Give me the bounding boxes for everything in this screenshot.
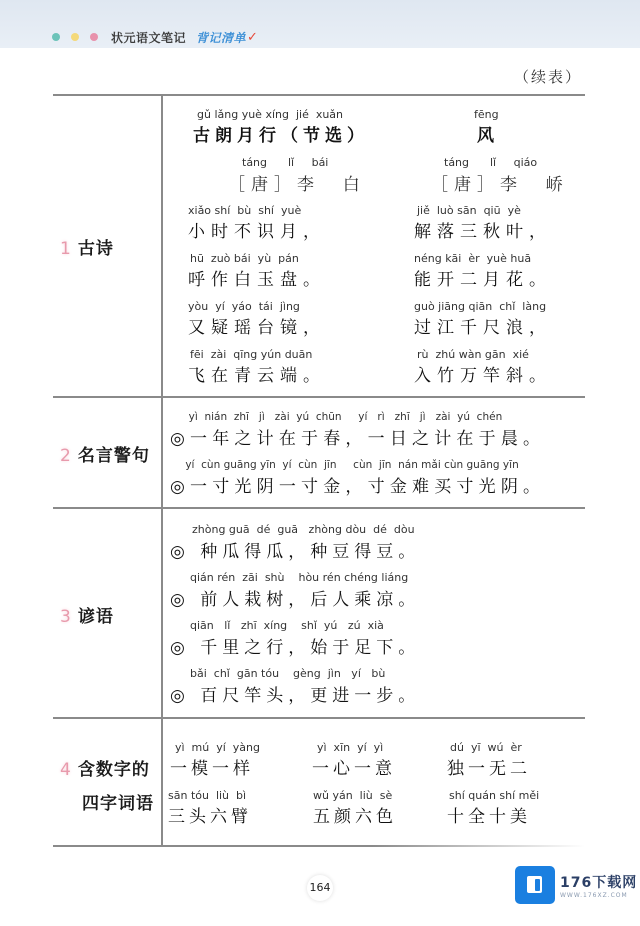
idiom-pinyin: shí quán shí měi [449, 789, 540, 802]
idiom-pinyin: yì mú yí yàng [175, 741, 261, 754]
poem-line: 能开二月花。 [414, 270, 552, 290]
section-number-idioms-label-line2: 四字词语 [82, 794, 154, 814]
poem-line: 过江千尺浪， [414, 318, 552, 338]
column-divider [161, 95, 163, 846]
poem-line: 入竹万竿斜。 [414, 366, 552, 386]
section-number-idioms-label: 4 含数字的 [60, 760, 150, 780]
watermark-url: WWW.176XZ.COM [560, 891, 628, 899]
poem-line-pinyin: yòu yí yáo tái jìng [188, 300, 300, 313]
proverb-pinyin: bǎi chǐ gān tóu gèng jìn yí bù [190, 667, 386, 680]
idiom-text: 三头六臂 [168, 807, 252, 827]
poem-title-pinyin: fēng [474, 108, 499, 121]
row-divider [53, 507, 585, 509]
idiom-text: 十全十美 [447, 807, 531, 827]
poem-line-pinyin: jiě luò sān qiū yè [417, 204, 521, 217]
poem-line: 解落三秋叶， [414, 222, 552, 242]
idiom-pinyin: wǔ yán liù sè [313, 789, 393, 802]
poem-line: 飞在青云端。 [188, 366, 326, 386]
quote-text: ◎一年之计在于春，一日之计在于晨。 [170, 429, 546, 449]
poem-line: 又疑瑶台镜， [188, 318, 326, 338]
poem-line-pinyin: guò jiāng qiān chǐ làng [414, 300, 547, 313]
idiom-text: 一心一意 [312, 759, 396, 779]
proverb-pinyin: qián rén zāi shù hòu rén chéng liáng [190, 571, 409, 584]
idiom-pinyin: dú yī wú èr [450, 741, 522, 754]
list-title: 背记清单 [196, 30, 247, 45]
poem-line-pinyin: xiǎo shí bù shí yuè [188, 204, 302, 217]
quote-pinyin: yì nián zhī jì zài yú chūn yí rì zhī jì zài yú chén [182, 411, 503, 423]
section-proverbs-label: 3 谚语 [60, 607, 114, 627]
check-mark-icon: ✓ [247, 29, 258, 45]
proverb-pinyin: qiān lǐ zhī xíng shǐ yú zú xià [190, 619, 384, 632]
table-top-border [53, 94, 585, 96]
poem-author: ［唐］李 白 [228, 175, 366, 195]
proverb-text: ◎ 种瓜得瓜，种豆得豆。 [170, 542, 421, 562]
quote-text: ◎一寸光阴一寸金，寸金难买寸光阴。 [170, 477, 546, 497]
section-ancient-poems-label: 1 古诗 [60, 239, 114, 259]
row-divider [53, 396, 585, 398]
poem-author-pinyin: táng lǐ bái [242, 156, 329, 169]
poem-line: 呼作白玉盘。 [188, 270, 326, 290]
idiom-text: 五颜六色 [313, 807, 397, 827]
proverb-text: ◎ 千里之行，始于足下。 [170, 638, 421, 658]
poem-title-pinyin: gǔ lǎng yuè xíng jié xuǎn [197, 108, 344, 121]
poem-title: 古朗月行（节选） [193, 126, 369, 146]
poem-line-pinyin: fēi zài qīng yún duān [190, 348, 313, 361]
proverb-pinyin: zhòng guā dé guā zhòng dòu dé dòu [192, 523, 415, 536]
row-divider [53, 717, 585, 719]
quote-pinyin: yí cùn guāng yīn yí cùn jīn cùn jīn nán mǎi cùn guāng yīn [182, 459, 519, 471]
pink-dot-icon [90, 33, 98, 41]
poem-author: ［唐］李 峤 [431, 175, 569, 195]
table-bottom-border [53, 845, 585, 847]
poem-line-pinyin: rù zhú wàn gān xié [417, 348, 529, 361]
proverb-text: ◎ 前人栽树，后人乘凉。 [170, 590, 421, 610]
box-logo-icon [515, 866, 555, 904]
idiom-text: 一模一样 [170, 759, 254, 779]
book-header [52, 28, 258, 46]
poem-title: 风 [477, 126, 499, 146]
idiom-text: 独一无二 [447, 759, 531, 779]
continued-label: （续表） [513, 68, 582, 86]
watermark-name: 176下载网 [560, 874, 638, 891]
idiom-pinyin: yì xīn yí yì [317, 741, 384, 754]
poem-author-pinyin: táng lǐ qiáo [444, 156, 538, 169]
poem-line-pinyin: néng kāi èr yuè huā [414, 252, 532, 265]
book-title: 状元语文笔记 [111, 30, 187, 45]
page-number: 164 [307, 875, 333, 901]
watermark-logo [515, 866, 637, 904]
idiom-pinyin: sān tóu liù bì [168, 789, 247, 802]
proverb-text: ◎ 百尺竿头，更进一步。 [170, 686, 421, 706]
section-famous-quotes-label: 2 名言警句 [60, 446, 150, 466]
poem-line: 小时不识月， [188, 222, 326, 242]
poem-line-pinyin: hū zuò bái yù pán [190, 252, 299, 265]
teal-dot-icon [52, 33, 60, 41]
yellow-dot-icon [71, 33, 79, 41]
